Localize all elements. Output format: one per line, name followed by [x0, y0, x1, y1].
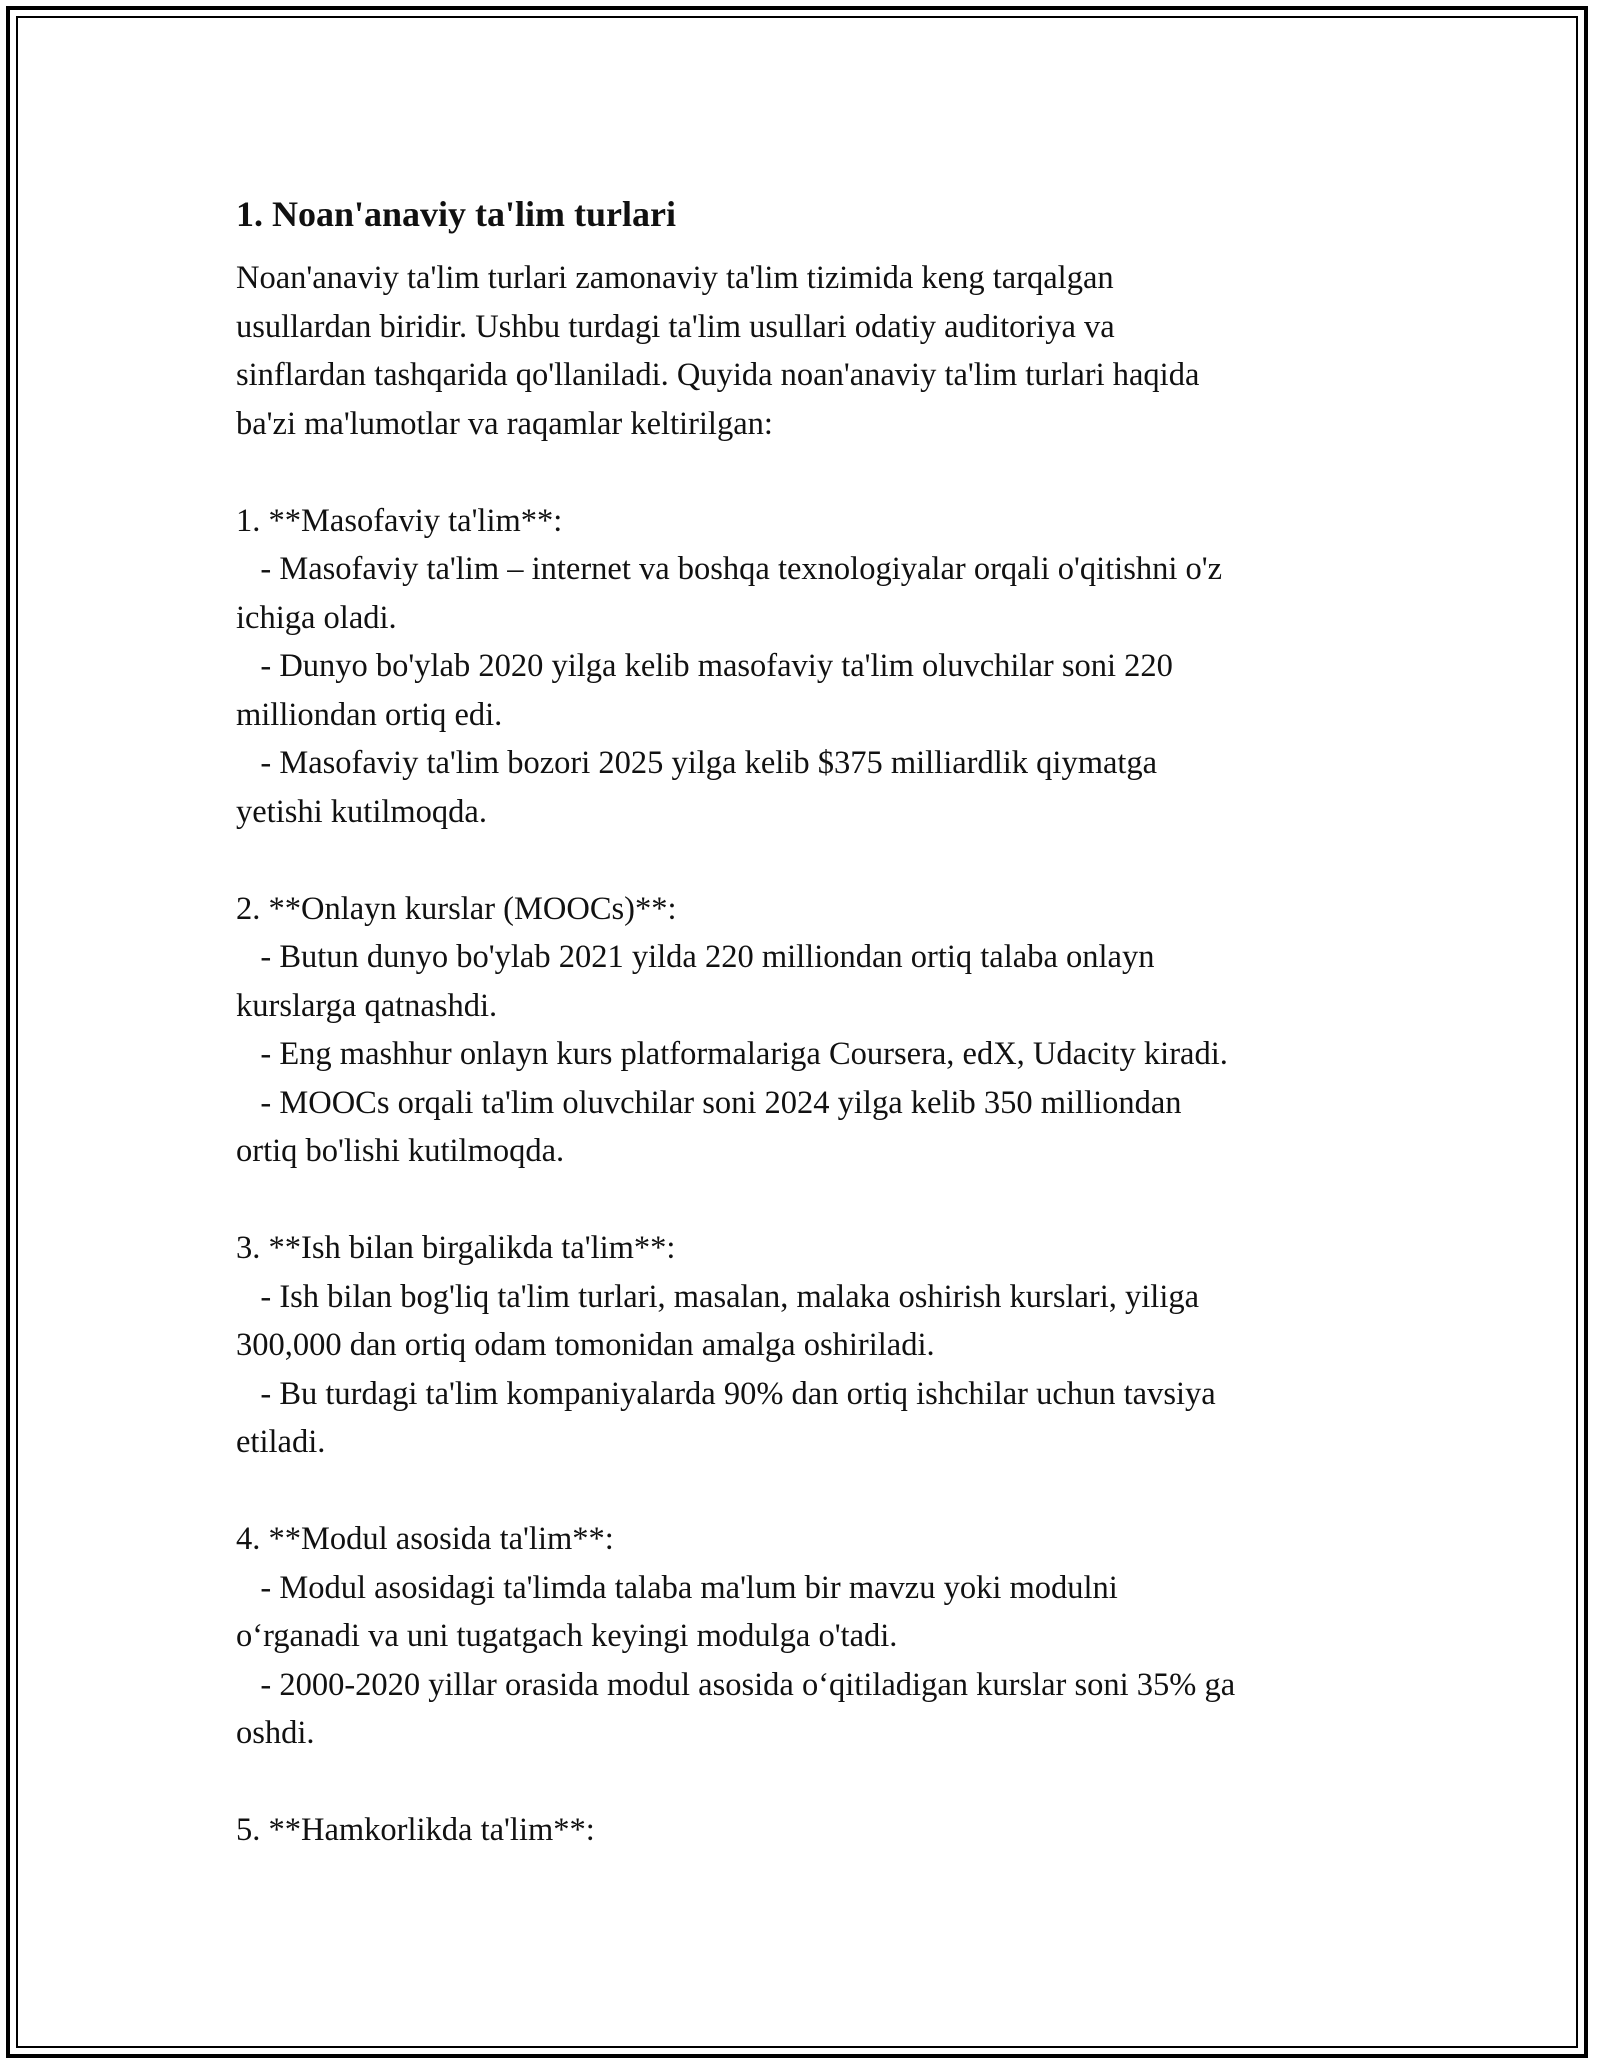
spacer — [236, 1176, 1386, 1225]
document-body — [236, 186, 1386, 1855]
bullet-item: - Butun dunyo bo'ylab 2021 yilda 220 milliondan ortiq talaba onlayn kurslarga qatnashdi. — [236, 939, 1155, 1024]
section-title: 1. **Masofaviy ta'lim**: — [236, 502, 563, 539]
bullet-item: - 2000-2020 yillar orasida modul asosida o‘qitiladigan kurslar soni 35% ga oshdi. — [236, 1666, 1236, 1751]
bullet-item: - Eng mashhur onlayn kurs platformalariga Coursera, edX, Udacity kiradi. — [236, 1036, 1228, 1072]
spacer — [236, 448, 1386, 497]
section-title: 4. **Modul asosida ta'lim**: — [236, 1521, 614, 1557]
spacer — [236, 1467, 1386, 1516]
bullet-item: - Ish bilan bog'liq ta'lim turlari, masalan, malaka oshirish kurslari, yiliga 300,000 dan ortiq odam tomonidan amalga oshiriladi. — [236, 1278, 1200, 1363]
section-modul — [236, 1515, 1386, 1758]
section-title: 3. **Ish bilan birgalikda ta'lim**: — [236, 1230, 676, 1266]
bullet-item: - Dunyo bo'ylab 2020 yilga kelib masofaviy ta'lim oluvchilar soni 220 milliondan ortiq edi. — [236, 648, 1173, 733]
section-ish-bilan — [236, 1224, 1386, 1467]
spacer — [236, 836, 1386, 885]
bullet-item: - Masofaviy ta'lim bozori 2025 yilga kelib $375 milliardlik qiymatga yetishi kutilmoqda. — [236, 745, 1158, 830]
bullet-item: - Modul asosidagi ta'limda talaba ma'lum bir mavzu yoki modulni o‘rganadi va uni tugatgach keyingi modulga o'tadi. — [236, 1569, 1118, 1654]
section-title: 2. **Onlayn kurslar (MOOCs)**: — [236, 890, 677, 927]
spacer — [236, 1758, 1386, 1807]
section-hamkorlik — [236, 1806, 1386, 1855]
intro-paragraph: Noan'anaviy ta'lim turlari zamonaviy ta'lim tizimida keng tarqalgan usullardan biridir. Ushbu turdagi ta'lim usullari odatiy auditoriya va sinflardan tashqarida qo'llaniladi. Quyida noan'anaviy ta'lim turlari haqida ba'zi ma'lumotlar va raqamlar keltirilgan: — [236, 260, 1200, 442]
bullet-item: - Masofaviy ta'lim – internet va boshqa texnologiyalar orqali o'qitishni o'z ichiga oladi. — [236, 551, 1223, 636]
section-masofaviy — [236, 497, 1386, 837]
bullet-item: - MOOCs orqali ta'lim oluvchilar soni 2024 yilga kelib 350 milliondan ortiq bo'lishi kutilmoqda. — [236, 1084, 1182, 1169]
document-heading: 1. Noan'anaviy ta'lim turlari — [236, 194, 676, 234]
section-onlayn-kurslar — [236, 885, 1386, 1176]
bullet-item: - Bu turdagi ta'lim kompaniyalarda 90% dan ortiq ishchilar uchun tavsiya etiladi. — [236, 1375, 1216, 1460]
section-title: 5. **Hamkorlikda ta'lim**: — [236, 1812, 595, 1848]
